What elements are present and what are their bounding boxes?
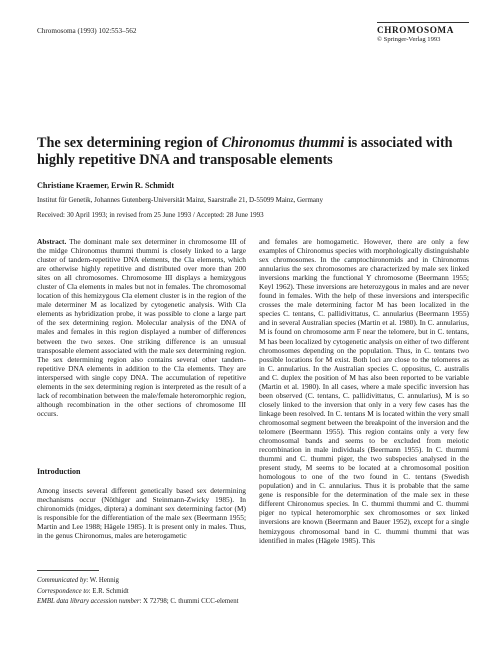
footnote-correspondence — [37, 587, 246, 598]
embl-label: EMBL data library accession number — [37, 598, 140, 605]
right-column-text: and females are homogametic. However, there are only a few examples of Chironomus species with morphologically distinguishable sex chromosomes. In the camptochironomids and in Chironomus annularius the sex chromosomes are characterized by male sex linked inversions marking the functional Y chromosome (Beermann 1955; Keyl 1962). These inversions are heterozygous in males and are never found in females. With the help of these inversions and interspecific crosses the male determining factor M has been localized in the species C. tentans, C. pallidivittatus, C. annularius (Beermann 1955) and in several Australian species (Martin et al. 1980). In C. annularius, M is found on chromosome arm F near the telomere, but in C. tentans, M has been localized by cytogenetic analysis on either of two different chromosomes depending on the population. Thus, in C. tentans two possible locations for M exist. Both loci are close to the telomeres as in C. annularius. In the Australian species C. oppositus, C. australis and C. duplex the position of M has also been reported to be variable (Martin et al. 1980). In all cases, where a male specific inversion has been observed (C. tentans, C. pallidivittatus, C. annularius), M is so closely linked to the inversion that only in a very few cases has the linkage been resolved. In C. tentans M is located within the very small chromosomal segment between the breakpoint of the inversion and the telomere (Beermann 1955). This region contains only a very few chromosomal bands and seems to be excluded from meiotic recombination in male individuals (Beermann 1955). In C. thummi thummi and C. thummi piger, the two subspecies analysed in the present study, M seems to be located at a chromosomal position homologous to one of the two found in C. tentans (Swedish population) and in C. annularius. Thus it is probable that the same gene is responsible for the determination of the male sex in these different Chironomus species. In C. thummi thummi and C. thummi piger no typical heteromorphic sex chromosomes or sex linked inversions are known (Beermann and Bauer 1952), except for a single hemizygous chromosomal band in C. thummi thummi that was identified in males (Hägele 1985). This — [259, 237, 469, 545]
journal-name: CHROMOSOMA — [377, 25, 454, 35]
article-title — [37, 135, 467, 168]
abstract-label: Abstract. — [37, 237, 67, 246]
journal-citation: Chromosoma (1993) 102:553–562 — [37, 27, 137, 35]
communicated-label: Communicated by — [37, 577, 87, 584]
article-authors: Christiane Kraemer, Erwin R. Schmidt — [37, 181, 175, 190]
title-species: Chironomus thummi — [221, 135, 345, 151]
communicated-value: : W. Hennig — [86, 577, 119, 584]
introduction-heading: Introduction — [37, 467, 81, 476]
footnote-communicated — [37, 576, 246, 587]
masthead-rule — [377, 22, 469, 23]
introduction-text: Among insects several different genetically based sex determining mechanisms occur (Nöthiger and Steinmann-Zwicky 1985). In chironomids (midges, diptera) a dominant sex determining factor (M) is responsible for the differentiation of the male sex (Beermann 1955; Martin and Lee 1988; Hägele 1985). It is present only in males. Thus, in the genus Chironomus, males are heterogametic — [37, 486, 246, 541]
journal-masthead — [377, 22, 469, 43]
title-part-1: The sex determining region of — [37, 135, 222, 151]
embl-value: : X 72798; C. thummi CCC-element — [139, 598, 239, 605]
correspondence-value: : E.R. Schmidt — [88, 587, 129, 595]
received-dates: Received: 30 April 1993; in revised from 25 June 1993 / Accepted: 28 June 1993 — [37, 211, 264, 219]
footnote-embl — [37, 597, 246, 608]
author-affiliation: Institut für Genetik, Johannes Gutenberg-Universität Mainz, Saarstraße 21, D-55099 Mainz, Germany — [37, 196, 324, 204]
footnotes — [37, 576, 246, 608]
correspondence-label: Correspondence to — [37, 587, 89, 595]
abstract — [37, 237, 246, 418]
abstract-text: The dominant male sex determiner in chromosome III of the midge Chironomus thummi thummi is closely linked to a large cluster of tandem-repetitive DNA elements, the Cla elements, which are otherwise highly repetitive and distributed over more than 200 sites on all chromosomes. Chromosome III displays a hemizygous cluster of Cla elements in males but not in females. The chromosomal location of this hemizygous Cla element cluster is in the region of the male determiner M as localized by cytogenetic analysis. With Cla elements as hybridization probe, it was possible to clone a large part of the sex determining region. Molecular analysis of the DNA of males and females in this region displayed a number of differences between the two sexes. One striking difference is an unusual transposable element associated with the male sex determining region. The sex determining region also contains several other tandem-repetitive DNA elements in addition to the Cla elements. They are interspersed with single copy DNA. The accumulation of repetitive elements in the sex determining region is interpreted as the result of a lack of recombination between the male/female heteromorphic region, although recombination in the other sections of chromosome III occurs. — [37, 237, 246, 418]
title-part-2: is associated with highly repetitive DNA and transposable elements — [37, 135, 453, 168]
journal-copyright: © Springer-Verlag 1993 — [377, 36, 441, 43]
footnote-divider — [37, 570, 99, 571]
